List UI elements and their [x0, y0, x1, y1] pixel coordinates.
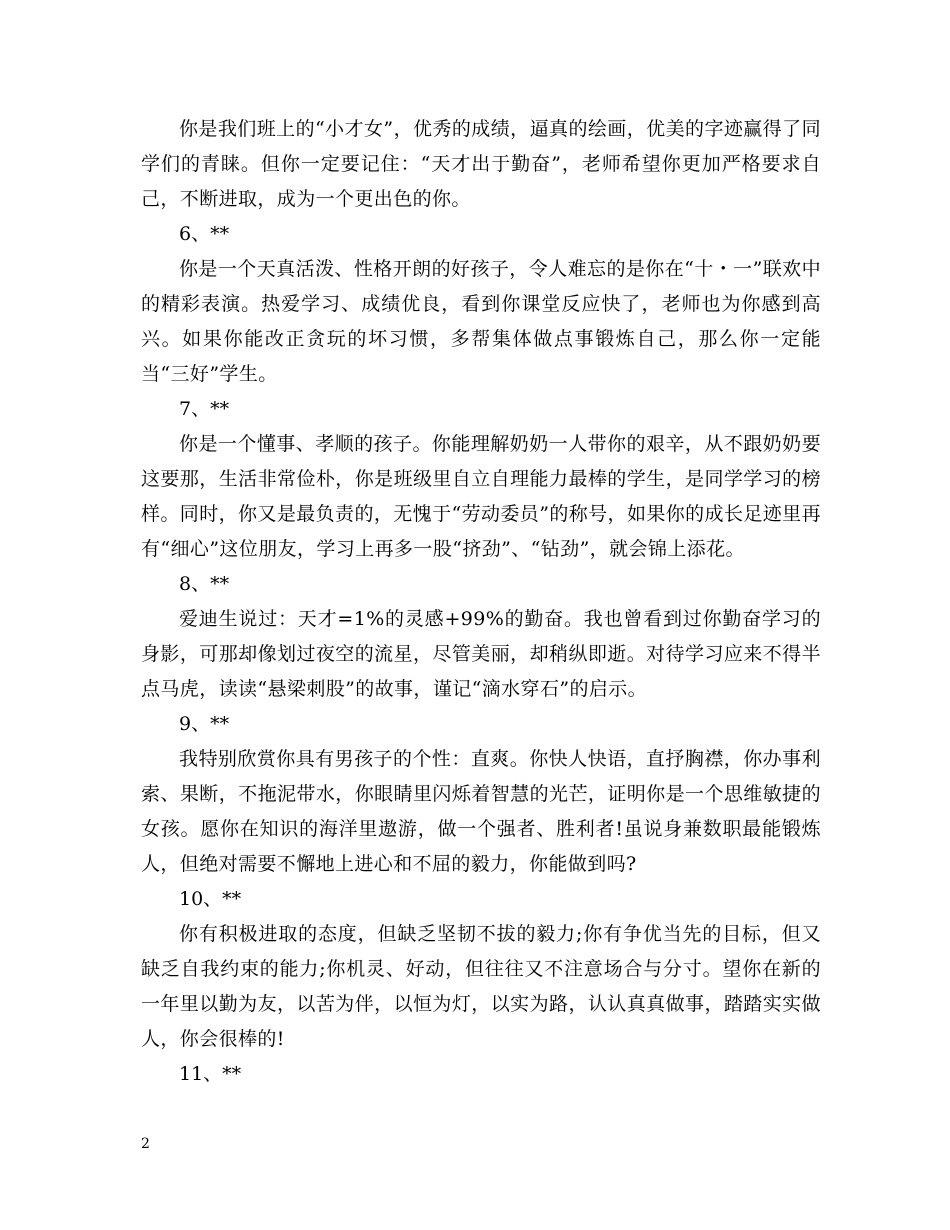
entry-number-10: 10、**	[179, 888, 242, 910]
paragraph-5: 我特别欣赏你具有男孩子的个性：直爽。你快人快语，直抒胸襟，你办事利索、果断，不拖泥带水，你眼睛里闪烁着智慧的光芒，证明你是一个思维敏捷的女孩。愿你在知识的海洋里遨游，做一个强者、胜利者!虽说身兼数职最能锻炼人，但绝对需要不懈地上进心和不屈的毅力，你能做到吗?	[141, 748, 821, 875]
paragraph-3: 你是一个懂事、孝顺的孩子。你能理解奶奶一人带你的艰辛，从不跟奶奶要这要那，生活非常俭朴，你是班级里自立自理能力最棒的学生，是同学学习的榜样。同时，你又是最负责的，无愧于“劳动委员”的称号，如果你的成长足迹里再有“细心”这位朋友，学习上再多一股“挤劲”、“钻劲”，就会锦上添花。	[141, 433, 821, 560]
entry-number-6: 6、**	[179, 223, 230, 245]
page-number: 2	[141, 1136, 150, 1152]
entry-number-8: 8、**	[179, 573, 230, 595]
paragraph-1: 你是我们班上的“小才女”，优秀的成绩，逼真的绘画，优美的字迹赢得了同学们的青睐。但你一定要记住：“天才出于勤奋”，老师希望你更加严格要求自己，不断进取，成为一个更出色的你。	[141, 118, 821, 210]
paragraph-2: 你是一个天真活泼、性格开朗的好孩子，令人难忘的是你在“十・一”联欢中的精彩表演。热爱学习、成绩优良，看到你课堂反应快了，老师也为你感到高兴。如果你能改正贪玩的坏习惯，多帮集体做点事锻炼自己，那么你一定能当“三好”学生。	[141, 258, 821, 385]
document-body	[141, 112, 821, 1092]
paragraph-6: 你有积极进取的态度，但缺乏坚韧不拔的毅力;你有争优当先的目标，但又缺乏自我约束的能力;你机灵、好动，但往往又不注意场合与分寸。望你在新的一年里以勤为友，以苦为伴，以恒为灯，以实为路，认认真真做事，踏踏实实做人，你会很棒的!	[141, 923, 821, 1050]
entry-number-9: 9、**	[179, 713, 230, 735]
entry-number-7: 7、**	[179, 398, 230, 420]
entry-number-11: 11、**	[179, 1063, 242, 1085]
paragraph-4: 爱迪生说过：天才=1%的灵感+99%的勤奋。我也曾看到过你勤奋学习的身影，可那却像划过夜空的流星，尽管美丽，却稍纵即逝。对待学习应来不得半点马虎，读读“悬梁刺股”的故事，谨记“滴水穿石”的启示。	[141, 608, 821, 700]
